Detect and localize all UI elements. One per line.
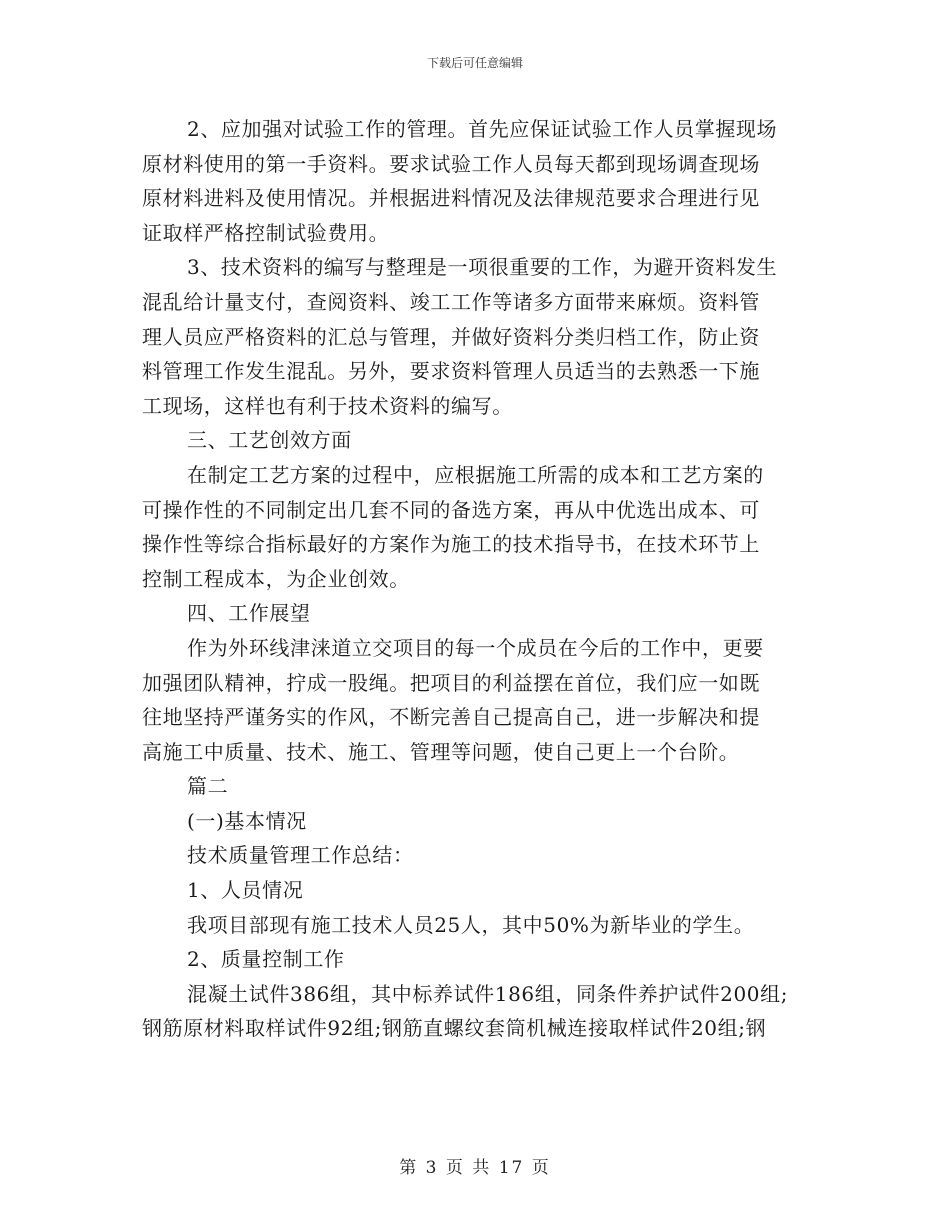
subheading-summary: 技术质量管理工作总结： bbox=[187, 843, 414, 868]
subheading-staff: 1、人员情况 bbox=[187, 878, 304, 903]
page-number-footer: 第 3 页 共 17 页 bbox=[399, 1158, 551, 1178]
body-line-3: 原材料进料及使用情况。并根据进料情况及法律规范要求合理进行见 bbox=[142, 186, 760, 211]
body-line-26: 混凝土试件386组，其中标养试件186组，同条件养护试件200组; bbox=[187, 981, 789, 1006]
chapter-heading-part2: 篇二 bbox=[187, 774, 229, 799]
body-line-12: 可操作性的不同制定出几套不同的备选方案，再从中优选出成本、可 bbox=[142, 497, 760, 522]
body-line-6: 混乱给计量支付，查阅资料、竣工工作等诸多方面带来麻烦。资料管 bbox=[142, 289, 760, 314]
section-heading-process: 三、工艺创效方面 bbox=[187, 428, 352, 453]
subheading-quality-control: 2、质量控制工作 bbox=[187, 947, 345, 972]
body-line-17: 加强团队精神，拧成一股绳。把项目的利益摆在首位，我们应一如既 bbox=[142, 670, 760, 695]
body-line-16: 作为外环线津涞道立交项目的每一个成员在今后的工作中，更要 bbox=[187, 635, 764, 660]
body-line-9: 工现场，这样也有利于技术资料的编写。 bbox=[142, 393, 513, 418]
page-header: 下载后可任意编辑 bbox=[426, 56, 523, 70]
body-line-5: 3、技术资料的编写与整理是一项很重要的工作，为避开资料发生 bbox=[187, 255, 778, 280]
body-line-14: 控制工程成本，为企业创效。 bbox=[142, 566, 410, 591]
subheading-basic-info: (一)基本情况 bbox=[187, 808, 307, 833]
body-line-11: 在制定工艺方案的过程中，应根据施工所需的成本和工艺方案的 bbox=[187, 462, 764, 487]
body-line-7: 理人员应严格资料的汇总与管理，并做好资料分类归档工作，防止资 bbox=[142, 324, 760, 349]
body-line-19: 高施工中质量、技术、施工、管理等问题，使自己更上一个台阶。 bbox=[142, 739, 740, 764]
body-line-1: 2、应加强对试验工作的管理。首先应保证试验工作人员掌握现场 bbox=[187, 117, 778, 141]
body-line-8: 料管理工作发生混乱。另外，要求资料管理人员适当的去熟悉一下施 bbox=[142, 359, 760, 384]
section-heading-outlook: 四、工作展望 bbox=[187, 601, 311, 626]
body-line-13: 操作性等综合指标最好的方案作为施工的技术指导书，在技术环节上 bbox=[142, 532, 760, 557]
document-body bbox=[142, 112, 832, 1046]
body-line-18: 往地坚持严谨务实的作风，不断完善自己提高自己，进一步解决和提 bbox=[142, 705, 760, 730]
body-line-27: 钢筋原材料取样试件92组;钢筋直螺纹套筒机械连接取样试件20组;钢 bbox=[142, 1016, 767, 1041]
body-line-24: 我项目部现有施工技术人员25人，其中50%为新毕业的学生。 bbox=[187, 912, 755, 937]
body-line-4: 证取样严格控制试验费用。 bbox=[142, 220, 390, 245]
body-line-2: 原材料使用的第一手资料。要求试验工作人员每天都到现场调查现场 bbox=[142, 151, 760, 176]
